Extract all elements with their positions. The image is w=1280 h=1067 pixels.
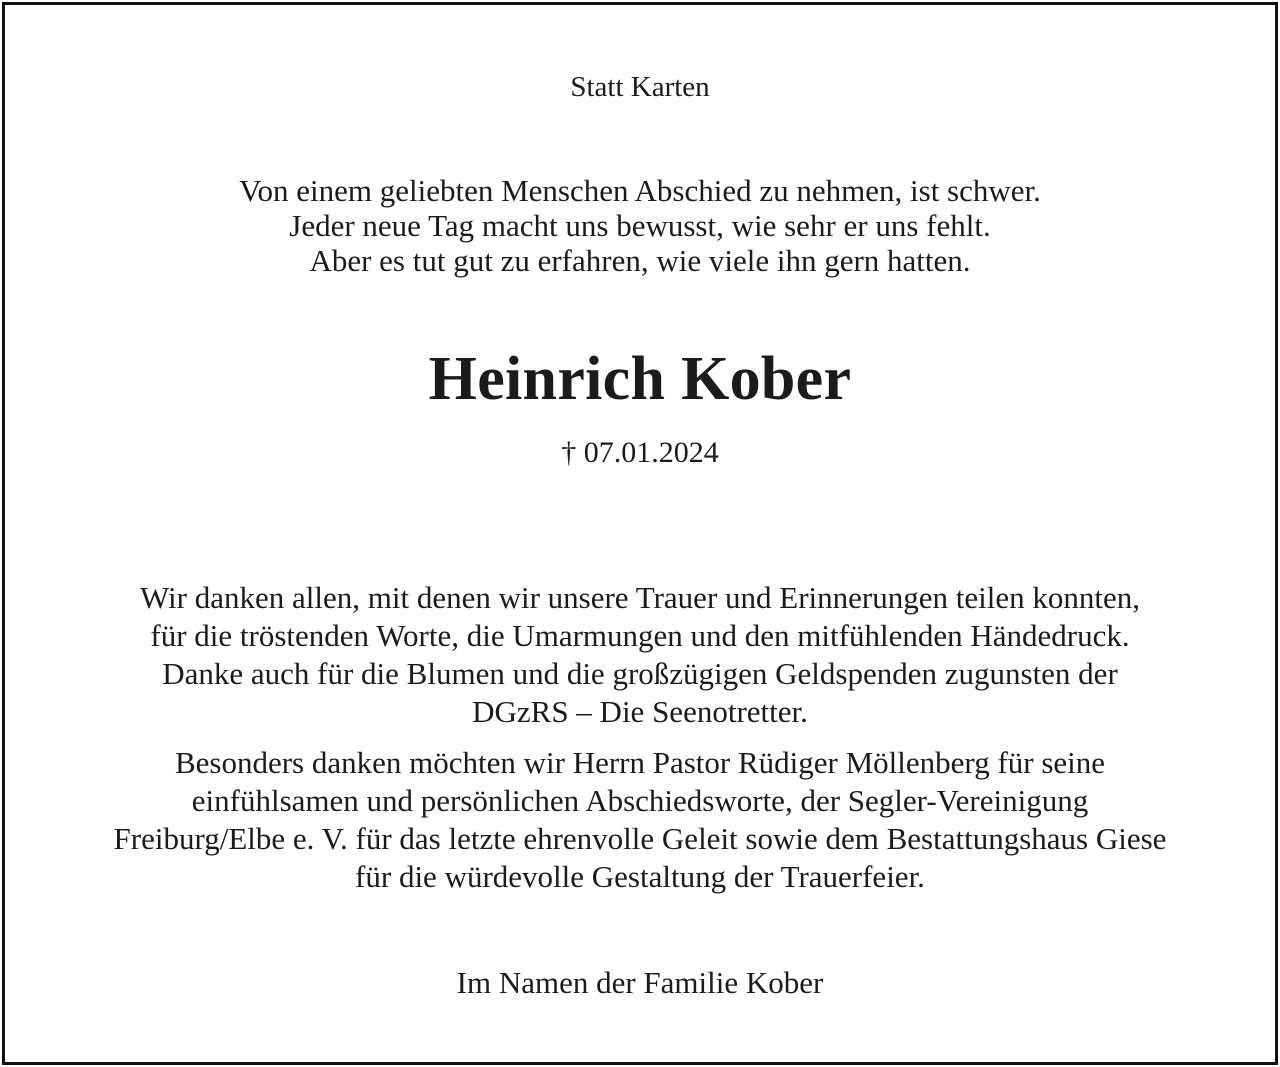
quote-line-2: Jeder neue Tag macht uns bewusst, wie sehr er uns fehlt. <box>289 208 991 243</box>
family-signature: Im Namen der Familie Kober <box>456 965 824 1000</box>
statt-karten-heading: Statt Karten <box>570 71 710 103</box>
thanks-1-line-1: Wir danken allen, mit denen wir unsere Trauer und Erinnerungen teilen konnten, <box>140 580 1140 615</box>
obituary-notice <box>2 2 1278 1065</box>
quote-line-3: Aber es tut gut zu erfahren, wie viele ihn gern hatten. <box>309 243 971 278</box>
thanks-2-line-1: Besonders danken möchten wir Herrn Pastor Rüdiger Möllenberg für seine <box>174 745 1106 780</box>
quote-line-1: Von einem geliebten Menschen Abschied zu nehmen, ist schwer. <box>239 173 1041 208</box>
thanks-1-line-2: für die tröstenden Worte, die Umarmungen und den mitfühlenden Händedruck. <box>150 618 1130 653</box>
thanks-2-line-3: Freiburg/Elbe e. V. für das letzte ehrenvolle Geleit sowie dem Bestattungshaus Giese <box>113 821 1167 856</box>
death-date: † 07.01.2024 <box>561 436 719 469</box>
thanks-2-line-4: für die würdevolle Gestaltung der Trauerfeier. <box>355 859 925 894</box>
thanks-1-line-3: Danke auch für die Blumen und die großzügigen Geldspenden zugunsten der <box>162 656 1118 691</box>
thanks-1-line-4: DGzRS – Die Seenotretter. <box>472 694 808 729</box>
deceased-name: Heinrich Kober <box>428 345 852 413</box>
thanks-2-line-2: einfühlsamen und persönlichen Abschiedsworte, der Segler-Vereinigung <box>191 783 1089 818</box>
